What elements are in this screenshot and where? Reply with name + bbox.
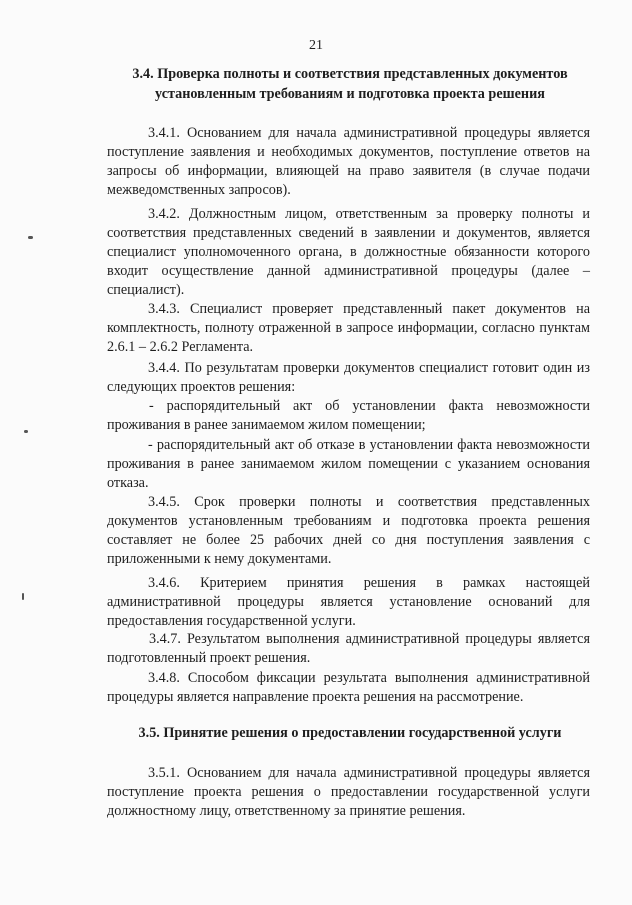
scan-speck [22, 593, 24, 600]
paragraph-line: подготовленный проект решения. [107, 650, 311, 666]
scan-speck [28, 236, 33, 239]
paragraph-line: процедуры является направление проекта решения на рассмотрение. [107, 689, 524, 705]
paragraph-line: входит осуществление данной административной процедуры (далее – [107, 263, 590, 279]
paragraph-line: соответствия представленных сведений в заявлении и документов, является [107, 225, 590, 241]
section-heading-line: 3.5. Принятие решения о предоставлении государственной услуги [138, 725, 562, 741]
paragraph-line: составляет не более 25 рабочих дней со дня поступления заявления с [107, 532, 590, 548]
paragraph-first-line: 3.4.4. По результатам проверки документов специалист готовит один из [148, 360, 590, 376]
page-number: 21 [309, 38, 323, 53]
paragraph-first-line: 3.4.2. Должностным лицом, ответственным за проверку полноты и [148, 206, 590, 222]
paragraph-line: 2.6.1 – 2.6.2 Регламента. [107, 339, 254, 355]
paragraph-line: поступление проекта решения о предоставлении государственной услуги [107, 784, 590, 800]
paragraph-first-line: 3.4.8. Способом фиксации результата выполнения административной [148, 670, 590, 686]
paragraph-line: специалист). [107, 282, 185, 298]
paragraph-line: документов установленным требованиям и подготовка проекта решения [107, 513, 590, 529]
paragraph-line: проживания в ранее занимаемом жилом помещении с указанием основания [107, 456, 590, 472]
paragraph-first-line: 3.4.3. Специалист проверяет представленный пакет документов на [148, 301, 590, 317]
paragraph-line: административной процедуры является установление оснований для [107, 594, 590, 610]
paragraph-line: межведомственных запросов). [107, 182, 291, 198]
paragraph-first-line: - распорядительный акт об установлении факта невозможности [149, 398, 590, 414]
scan-speck [24, 430, 28, 433]
paragraph-line: должностному лицу, ответственному за принятие решения. [107, 803, 466, 819]
section-heading-line: 3.4. Проверка полноты и соответствия представленных документов [132, 66, 568, 82]
paragraph-first-line: 3.4.5. Срок проверки полноты и соответствия представленных [148, 494, 590, 510]
paragraph-line: поступление заявления и необходимых документов, поступление ответов на [107, 144, 590, 160]
paragraph-line: приложенными к нему документами. [107, 551, 332, 567]
paragraph-first-line: - распорядительный акт об отказе в установлении факта невозможности [148, 437, 590, 453]
paragraph-line: предоставления государственной услуги. [107, 613, 356, 629]
paragraph-first-line: 3.4.7. Результатом выполнения административной процедуры является [149, 631, 590, 647]
paragraph-line: специалист уполномоченного органа, в должностные обязанности которого [107, 244, 590, 260]
paragraph-line: проживания в ранее занимаемом жилом помещении; [107, 417, 426, 433]
paragraph-first-line: 3.4.6. Критерием принятия решения в рамках настоящей [148, 575, 590, 591]
paragraph-first-line: 3.4.1. Основанием для начала административной процедуры является [148, 125, 590, 141]
paragraph-line: отказа. [107, 475, 149, 491]
paragraph-first-line: 3.5.1. Основанием для начала административной процедуры является [148, 765, 590, 781]
paragraph-line: следующих проектов решения: [107, 379, 296, 395]
paragraph-line: комплектность, полноту отраженной в запросе информации, согласно пунктам [107, 320, 590, 336]
section-heading-line: установленным требованиям и подготовка проекта решения [155, 86, 545, 102]
paragraph-line: запросы об информации, влияющей на право заявителя (в случае подачи [107, 163, 590, 179]
